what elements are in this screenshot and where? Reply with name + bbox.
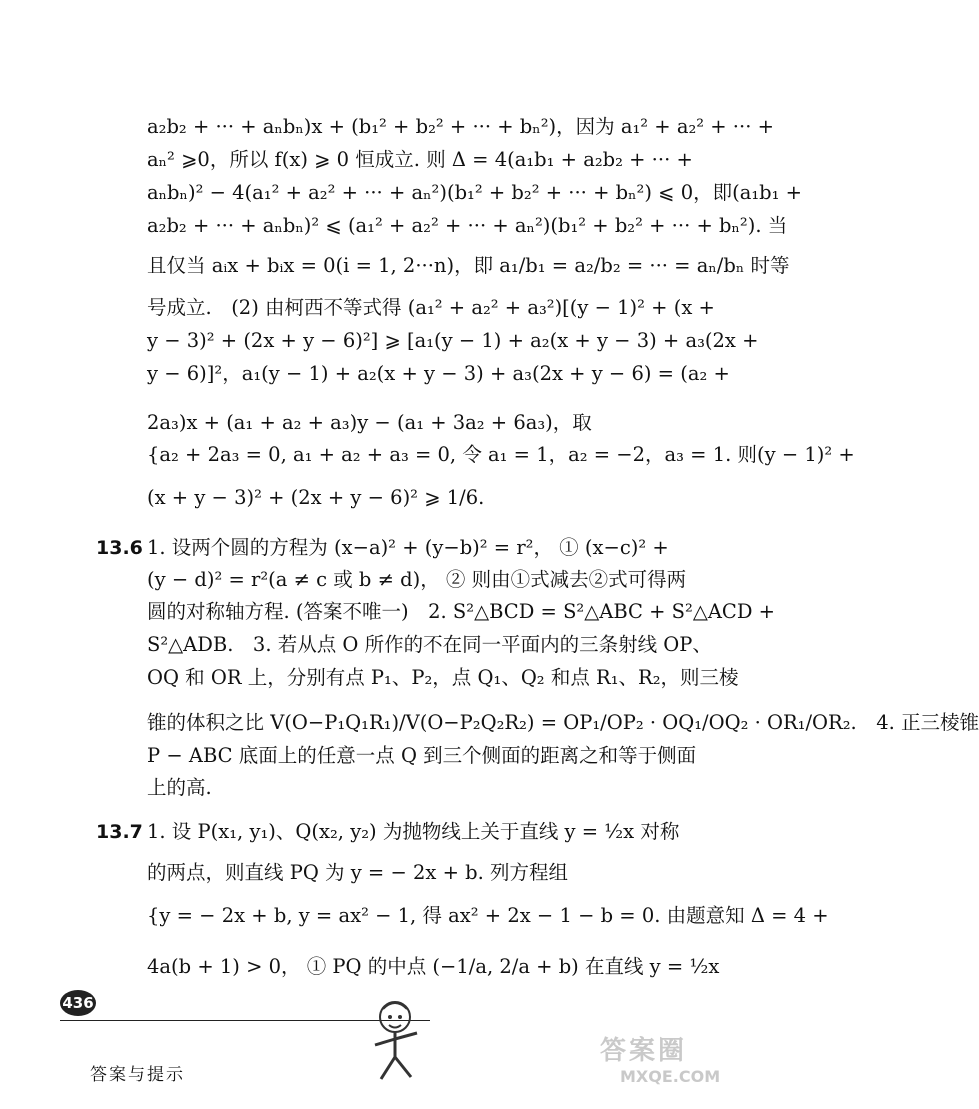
text-line: S²△ADB. 3. 若从点 O 所作的不在同一平面内的三条射线 OP、 — [147, 633, 712, 656]
text-line: 的两点，则直线 PQ 为 y = − 2x + b. 列方程组 — [147, 861, 569, 884]
text-line: a₂b₂ + ··· + aₙbₙ)² ⩽ (a₁² + a₂² + ··· + aₙ²)(b₁² + b₂² + ··· + bₙ²). 当 — [147, 214, 788, 237]
text-line: aₙ² ⩾0，所以 f(x) ⩾ 0 恒成立. 则 Δ = 4(a₁b₁ + a₂b₂ + ··· + — [147, 148, 693, 171]
page-number-badge: 436 — [60, 990, 96, 1016]
section-number: 13.6 — [96, 537, 143, 559]
text-line: 锥的体积之比 V(O−P₁Q₁R₁)/V(O−P₂Q₂R₂) = OP₁/OP₂ · OQ₁/OQ₂ · OR₁/OR₂. 4. 正三棱锥 — [147, 711, 979, 734]
text-line: y − 6)]²，a₁(y − 1) + a₂(x + y − 3) + a₃(2x + y − 6) = (a₂ + — [147, 362, 730, 385]
text-line: 2a₃)x + (a₁ + a₂ + a₃)y − (a₁ + 3a₂ + 6a₃)，取 — [147, 411, 592, 434]
text-line: (x + y − 3)² + (2x + y − 6)² ⩾ 1/6. — [147, 486, 485, 509]
section-number: 13.7 — [96, 821, 143, 843]
text-line: {y = − 2x + b, y = ax² − 1, 得 ax² + 2x − 1 − b = 0. 由题意知 Δ = 4 + — [147, 904, 829, 927]
text-line: y − 3)² + (2x + y − 6)²] ⩾ [a₁(y − 1) + a₂(x + y − 3) + a₃(2x + — [147, 329, 759, 352]
watermark-text: 答案圈 — [600, 1036, 688, 1066]
text-line: 圆的对称轴方程. (答案不唯一) 2. S²△BCD = S²△ABC + S²△ACD + — [147, 600, 776, 623]
text-line: 4a(b + 1) > 0， ① PQ 的中点 (−1/a, 2/a + b) 在直线 y = ½x — [147, 955, 720, 978]
text-line: 1. 设两个圆的方程为 (x−a)² + (y−b)² = r²， ① (x−c)² + — [147, 536, 669, 559]
text-line: a₂b₂ + ··· + aₙbₙ)x + (b₁² + b₂² + ··· + bₙ²)，因为 a₁² + a₂² + ··· + — [147, 115, 774, 138]
text-line: P − ABC 底面上的任意一点 Q 到三个侧面的距离之和等于侧面 — [147, 744, 697, 767]
text-line: aₙbₙ)² − 4(a₁² + a₂² + ··· + aₙ²)(b₁² + b₂² + ··· + bₙ²) ⩽ 0，即(a₁b₁ + — [147, 181, 802, 204]
text-line: (y − d)² = r²(a ≠ c 或 b ≠ d)， ② 则由①式减去②式可得两 — [147, 568, 687, 591]
text-line: OQ 和 OR 上，分别有点 P₁、P₂，点 Q₁、Q₂ 和点 R₁、R₂，则三棱 — [147, 666, 739, 689]
text-line: 号成立. (2) 由柯西不等式得 (a₁² + a₂² + a₃²)[(y − 1)² + (x + — [147, 296, 715, 319]
footer-title: 答案与提示 — [90, 1065, 185, 1085]
watermark-url: MXQE.COM — [620, 1067, 721, 1086]
text-line: 上的高. — [147, 776, 212, 799]
cartoon-boy-icon — [355, 995, 435, 1085]
watermark — [600, 1030, 740, 1100]
text-line: {a₂ + 2a₃ = 0, a₁ + a₂ + a₃ = 0, 令 a₁ = 1，a₂ = −2，a₃ = 1. 则(y − 1)² + — [147, 443, 855, 466]
text-line: 且仅当 aᵢx + bᵢx = 0(i = 1, 2···n)，即 a₁/b₁ = a₂/b₂ = ··· = aₙ/bₙ 时等 — [147, 254, 790, 277]
text-line: 1. 设 P(x₁, y₁)、Q(x₂, y₂) 为抛物线上关于直线 y = ½x 对称 — [147, 820, 680, 843]
